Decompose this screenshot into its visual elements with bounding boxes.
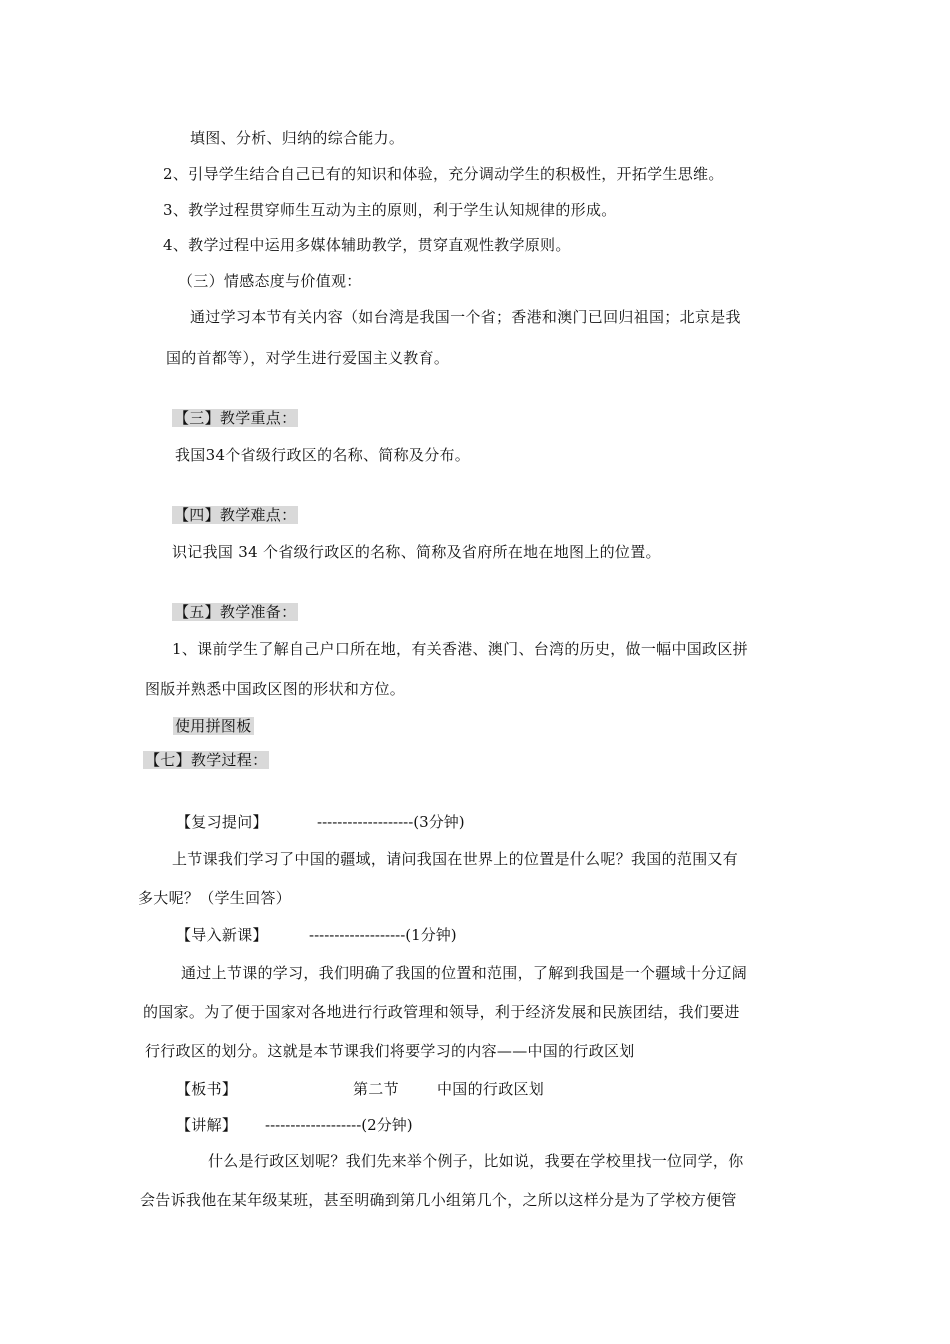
intro-time: -------------------(1分钟) [309, 926, 457, 944]
board-section: 第二节 [353, 1080, 399, 1098]
preparation-tool: 使用拼图板 [175, 717, 252, 735]
explain-line-2: 会告诉我他在某年级某班，甚至明确到第几小组第几个，之所以这样分是为了学校方便管 [140, 1191, 737, 1209]
objective-line-2: 2、引导学生结合自己已有的知识和体验，充分调动学生的积极性，开拓学生思维。 [163, 165, 724, 183]
explain-label: 【讲解】 [176, 1116, 238, 1134]
objective-line-3: 3、教学过程贯穿师生互动为主的原则，利于学生认知规律的形成。 [163, 201, 617, 219]
emotion-heading: （三）情感态度与价值观： [178, 272, 362, 290]
emotion-line-1: 通过学习本节有关内容（如台湾是我国一个省；香港和澳门已回归祖国；北京是我 [190, 308, 741, 326]
preparation-line-2: 图版并熟悉中国政区图的形状和方位。 [145, 680, 406, 698]
review-label: 【复习提问】 [176, 813, 268, 831]
key-points-heading: 【三】教学重点： [174, 409, 297, 427]
difficulty-text: 识记我国 34 个省级行政区的名称、简称及省府所在地在地图上的位置。 [172, 543, 661, 561]
intro-line-3: 行行政区的划分。这就是本节课我们将要学习的内容——中国的行政区划 [145, 1042, 635, 1060]
emotion-line-2: 国的首都等），对学生进行爱国主义教育。 [166, 349, 450, 367]
review-line-1: 上节课我们学习了中国的疆域，请问我国在世界上的位置是什么呢？我国的范围又有 [172, 850, 739, 868]
intro-line-2: 的国家。为了便于国家对各地进行行政管理和领导，利于经济发展和民族团结，我们要进 [143, 1003, 740, 1021]
explain-time: -------------------(2分钟) [265, 1116, 413, 1134]
objective-line-4: 4、教学过程中运用多媒体辅助教学，贯穿直观性教学原则。 [163, 236, 571, 254]
board-title: 中国的行政区划 [437, 1080, 545, 1098]
key-points-text: 我国34个省级行政区的名称、简称及分布。 [175, 446, 471, 464]
process-heading: 【七】教学过程： [145, 751, 268, 769]
preparation-heading: 【五】教学准备： [174, 603, 297, 621]
objective-line-1: 填图、分析、归纳的综合能力。 [190, 129, 405, 147]
preparation-line-1: 1、课前学生了解自己户口所在地，有关香港、澳门、台湾的历史，做一幅中国政区拼 [172, 640, 748, 658]
review-time: -------------------(3分钟) [317, 813, 465, 831]
board-label: 【板书】 [176, 1080, 238, 1098]
difficulty-heading: 【四】教学难点： [174, 506, 297, 524]
explain-line-1: 什么是行政区划呢？我们先来举个例子，比如说，我要在学校里找一位同学，你 [208, 1152, 744, 1170]
review-line-2: 多大呢？（学生回答） [138, 889, 292, 907]
intro-line-1: 通过上节课的学习，我们明确了我国的位置和范围，了解到我国是一个疆域十分辽阔 [181, 964, 748, 982]
intro-label: 【导入新课】 [176, 926, 268, 944]
